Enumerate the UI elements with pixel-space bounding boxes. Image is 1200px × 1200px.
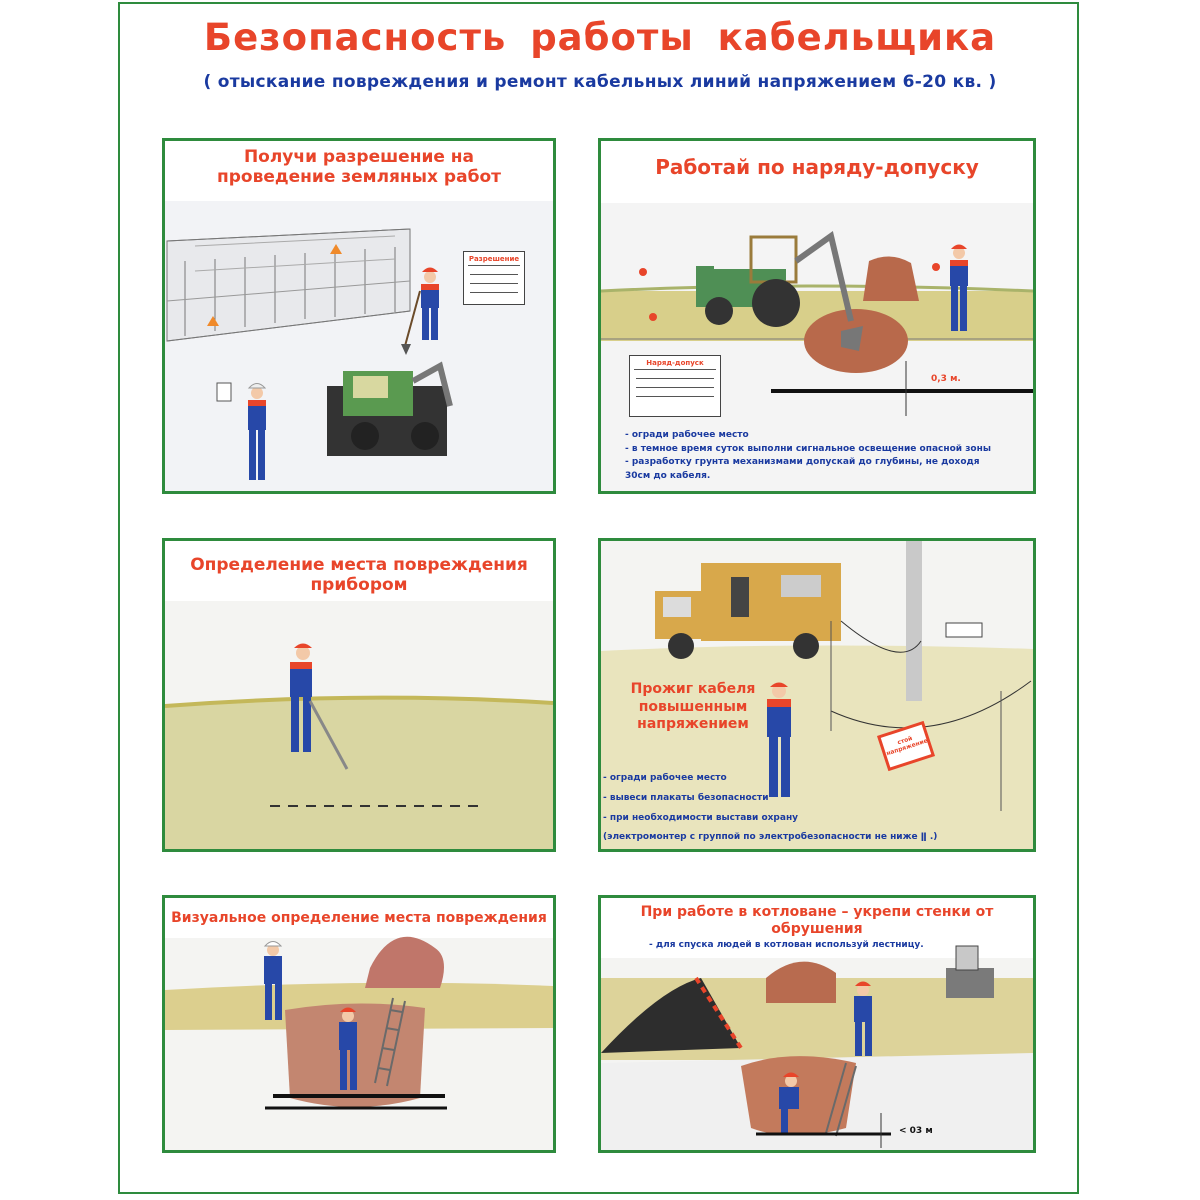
work-permit-note-1: - огради рабочее место: [625, 430, 749, 440]
panel-pit-title-2: обрушения: [771, 920, 863, 937]
pit-note: - для спуска людей в котлован используй лестницу.: [649, 940, 924, 950]
burning-caption-1: Прожиг кабеля: [630, 681, 756, 697]
panel-permit-illustration: [165, 141, 553, 491]
burning-note-3: - при необходимости выстави охрану: [603, 812, 799, 823]
work-permit-notes: [625, 429, 991, 483]
panel-pit-shoring: [598, 895, 1036, 1153]
burning-notes: [603, 769, 937, 848]
small-excavator: [946, 946, 994, 998]
panel-instrument-title-1: Определение места повреждения: [190, 555, 528, 575]
panel-instrument-title-2: прибором: [310, 575, 408, 596]
burning-note-1: - огради рабочее место: [603, 773, 727, 783]
panel-visual-inspection: [162, 895, 556, 1153]
panel-permit: [162, 138, 556, 494]
permit-document-label: Разрешение: [468, 255, 520, 266]
work-permit-document-label: Наряд-допуск: [634, 359, 716, 370]
burning-note-2: - вывеси плакаты безопасности: [603, 792, 769, 803]
panel-work-permit: [598, 138, 1036, 494]
panel-permit-title-2: проведение земляных работ: [217, 167, 501, 188]
sign-text: стой напряжение: [885, 734, 929, 758]
work-permit-note-2: - в темное время суток выполни сигнальное освещение опасной зоны: [625, 443, 991, 454]
depth-label: 0,3 м.: [931, 374, 961, 384]
panel-visual-title: Визуальное определение места повреждения: [171, 910, 547, 926]
work-permit-note-4: 30см до кабеля.: [625, 470, 711, 481]
work-permit-note-3: - разработку грунта механизмами допускай до глубины, не доходя: [625, 457, 980, 467]
poster-title: Безопасность работы кабельщика: [203, 16, 997, 59]
pit-depth-label: < 03 м: [899, 1126, 933, 1136]
burning-note-4: (электромонтер с группой по электробезопасности не ниже ǁ .): [603, 832, 938, 843]
panel-pit-title-1: При работе в котловане – укрепи стенки от: [640, 904, 994, 920]
panel-visual-illustration: [165, 898, 553, 1150]
panel-instrument-location: [162, 538, 556, 852]
burning-caption: [615, 681, 771, 734]
poster-subtitle: ( отыскание повреждения и ремонт кабельных линий напряжением 6-20 кв. ): [203, 72, 997, 92]
burning-caption-3: напряжением: [637, 716, 749, 732]
burning-caption-2: повышенным: [638, 698, 748, 715]
panel-cable-burning: [598, 538, 1036, 852]
permit-document: [463, 251, 525, 305]
panel-permit-title-1: Получи разрешение на: [243, 147, 475, 167]
panel-work-permit-title: Работай по наряду-допуску: [655, 155, 979, 179]
work-permit-document: [629, 355, 721, 417]
